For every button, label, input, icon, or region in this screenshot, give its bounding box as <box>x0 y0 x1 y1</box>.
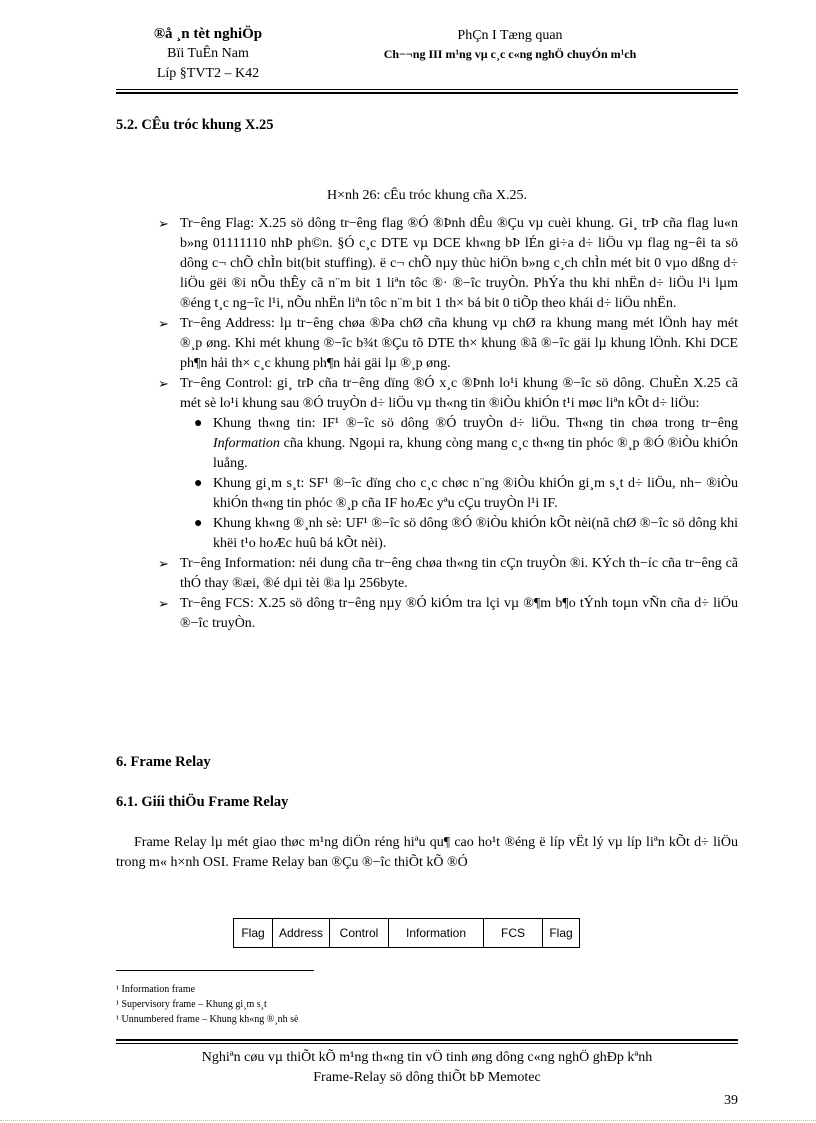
x25-frame-diagram <box>233 918 580 948</box>
header-author: Bïi TuÊn Nam <box>167 46 249 61</box>
bullet-text: Tr−êng Address: lµ tr−êng chøa ®Þa chØ cña khung vµ chØ ra khung mang mét lÖnh hay mét ®¸p øng. Khi mét khung ®−îc b¾t ®Çu tõ DTE th× khung ®ã ®−îc gäi lµ khung lÖnh. Khi DCE ph¶n hải th× c¸c khung ph¶n hải gäi lµ ®¸p øng. <box>180 316 738 371</box>
dot-bullet-icon: ● <box>194 416 203 431</box>
dot-bullet-icon: ● <box>194 516 203 531</box>
frame-field-control: Control <box>329 919 388 947</box>
bullet-text: Tr−êng Control: gi¸ trÞ cña tr−êng dïng ®Ó x¸c ®Þnh lo¹i khung ®−îc sö dông. ChuÈn X.25 cã mét sè lo¹i khung sau ®Ó truyÒn d÷ liÖu vµ th«ng tin ®iÒu khiÓn t¹i møc liªn kÕt d÷ liÖu: <box>180 376 738 411</box>
bullet-text: Tr−êng Information: néi dung cña tr−êng chøa th«ng tin cÇn truyÒn ®i. KÝch th−íc cña tr−êng cã thÓ thay ®æi, ®é dµi tèi ®a lµ 256byte. <box>180 556 738 591</box>
arrow-bullet-icon: ➢ <box>158 596 169 611</box>
footer-thesis-title <box>116 1048 738 1088</box>
header-doc-type: ®å ¸n tèt nghiÖp <box>153 26 263 42</box>
frame-type-sublist <box>180 414 738 554</box>
header-class: Líp §TVT2 – K42 <box>156 66 260 81</box>
footer-rule-thin <box>116 1043 738 1044</box>
footnotes <box>116 982 299 1027</box>
header-rule-thin <box>116 89 738 90</box>
bullet-flag <box>158 214 738 314</box>
page-edge-divider <box>0 1120 816 1121</box>
frame-field-fcs: FCS <box>483 919 542 947</box>
header-part: PhÇn I Tæng quan <box>457 28 563 43</box>
footer-line-2: Frame-Relay sö dông thiÕt bÞ Memotec <box>313 1070 541 1085</box>
footnote-1: ¹ Information frame <box>116 984 196 995</box>
bullet-control <box>158 374 738 554</box>
arrow-bullet-icon: ➢ <box>158 376 169 391</box>
bullet-text: Tr−êng FCS: X.25 sö dông tr−êng nµy ®Ó kiÓm tra lçi vµ ®¶m b¶o tÝnh toµn vÑn cña d÷ liÖu ®−îc truyÒn. <box>180 596 738 631</box>
page-number: 39 <box>724 1093 738 1108</box>
sub-bullet-unnumbered-frame: ● Khung kh«ng ®¸nh sè: UF¹ ®−îc sö dông ®Ó ®iÒu khiÓn kÕt nèi(nã chØ ®−îc sö dông khi khëi t¹o hoÆc huû bá kÕt nèi). <box>194 516 738 551</box>
footer-line-1: Nghiªn cøu vµ thiÕt kÕ m¹ng th«ng tin vÖ tinh øng dông c«ng nghÖ ghÐp kªnh <box>201 1050 653 1065</box>
section-heading-6: 6. Frame Relay <box>116 754 211 770</box>
header-chapter: Ch−¬ng III m¹ng vµ c¸c c«ng nghÖ chuyÓn m¹ch <box>383 47 637 61</box>
arrow-bullet-icon: ➢ <box>158 316 169 331</box>
figure-caption: H×nh 26: cÊu tróc khung cña X.25. <box>327 188 527 203</box>
arrow-bullet-icon: ➢ <box>158 216 169 231</box>
bullet-fcs <box>158 594 738 634</box>
italic-term: Information <box>213 436 280 451</box>
footnote-2: ¹ Supervisory frame – Khung gi¸m s¸t <box>116 999 267 1010</box>
sub-bullet-information-frame: ● Khung th«ng tin: IF¹ ®−îc sö dông ®Ó truyÒn d÷ liÖu. Th«ng tin chøa trong tr−êng Information cña khung. Ngoµi ra, khung còng mang c¸c th«ng tin phóc ®¸p ®Ó ®iÒu khiÓn luång. <box>194 416 738 471</box>
footnote-3: ¹ Unnumbered frame – Khung kh«ng ®¸nh sè <box>116 1014 299 1025</box>
sub-bullet-supervisory-frame: ● Khung gi¸m s¸t: SF¹ ®−îc dïng cho c¸c chøc n¨ng ®iÒu khiÓn gi¸m s¸t d÷ liÖu, nh− ®iÒu khiÓn th«ng tin phóc ®¸p cña IF hoÆc yªu cÇu truyÒn l¹i IF. <box>194 476 738 511</box>
bullet-text: Tr−êng Flag: X.25 sö dông tr−êng flag ®Ó ®Þnh dÊu ®Çu vµ cuèi khung. Gi¸ trÞ cña flag lu«n b»ng 01111110 nhÞ ph©n. §Ó c¸c DTE vµ DCE kh«ng bÞ lÉn gi÷a d÷ liÖu vµ flag ng−êi ta sö dông c¬ chÕ chÌn bit(bit stuffing). ë c¬ chÕ nµy thùc hiÖn b»ng c¸ch chÌn mét bit 0 vµo dßng d÷ liÖu gëi ®i nÕu thÊy cã n¨m bit 1 liªn tôc ®· ®−îc truyÒn. PhÝa thu khi nhËn d÷ liÖu l¹i lµm ®éng t¸c ng−îc l¹i, nÕu nhËn liªn tôc n¨m bit 1 th× bá bit 0 tiÕp theo khái d÷ liÖu nhËn. <box>180 216 738 311</box>
header-rule-thick <box>116 92 738 94</box>
section-heading-6-1: 6.1. Giíi thiÖu Frame Relay <box>116 794 289 810</box>
section-heading-5-2: 5.2. CÊu tróc khung X.25 <box>116 117 274 133</box>
frame-field-flag-end: Flag <box>542 919 579 947</box>
field-bullet-list <box>158 214 738 634</box>
frame-field-information: Information <box>388 919 483 947</box>
arrow-bullet-icon: ➢ <box>158 556 169 571</box>
frame-field-address: Address <box>272 919 329 947</box>
body-paragraph: Frame Relay lµ mét giao thøc m¹ng diÖn réng hiªu qu¶ cao ho¹t ®éng ë líp vËt lý vµ líp liªn kÕt d÷ liÖu trong m« h×nh OSI. Frame Relay ban ®Çu ®−îc thiÕt kÕ ®Ó <box>116 835 738 870</box>
header-chapter-block <box>320 26 700 64</box>
bullet-address <box>158 314 738 374</box>
header-author-block <box>118 24 298 84</box>
dot-bullet-icon: ● <box>194 476 203 491</box>
frame-field-flag: Flag <box>241 926 265 940</box>
bullet-information <box>158 554 738 594</box>
footnote-separator <box>116 970 314 971</box>
footer-rule-thick <box>116 1039 738 1041</box>
